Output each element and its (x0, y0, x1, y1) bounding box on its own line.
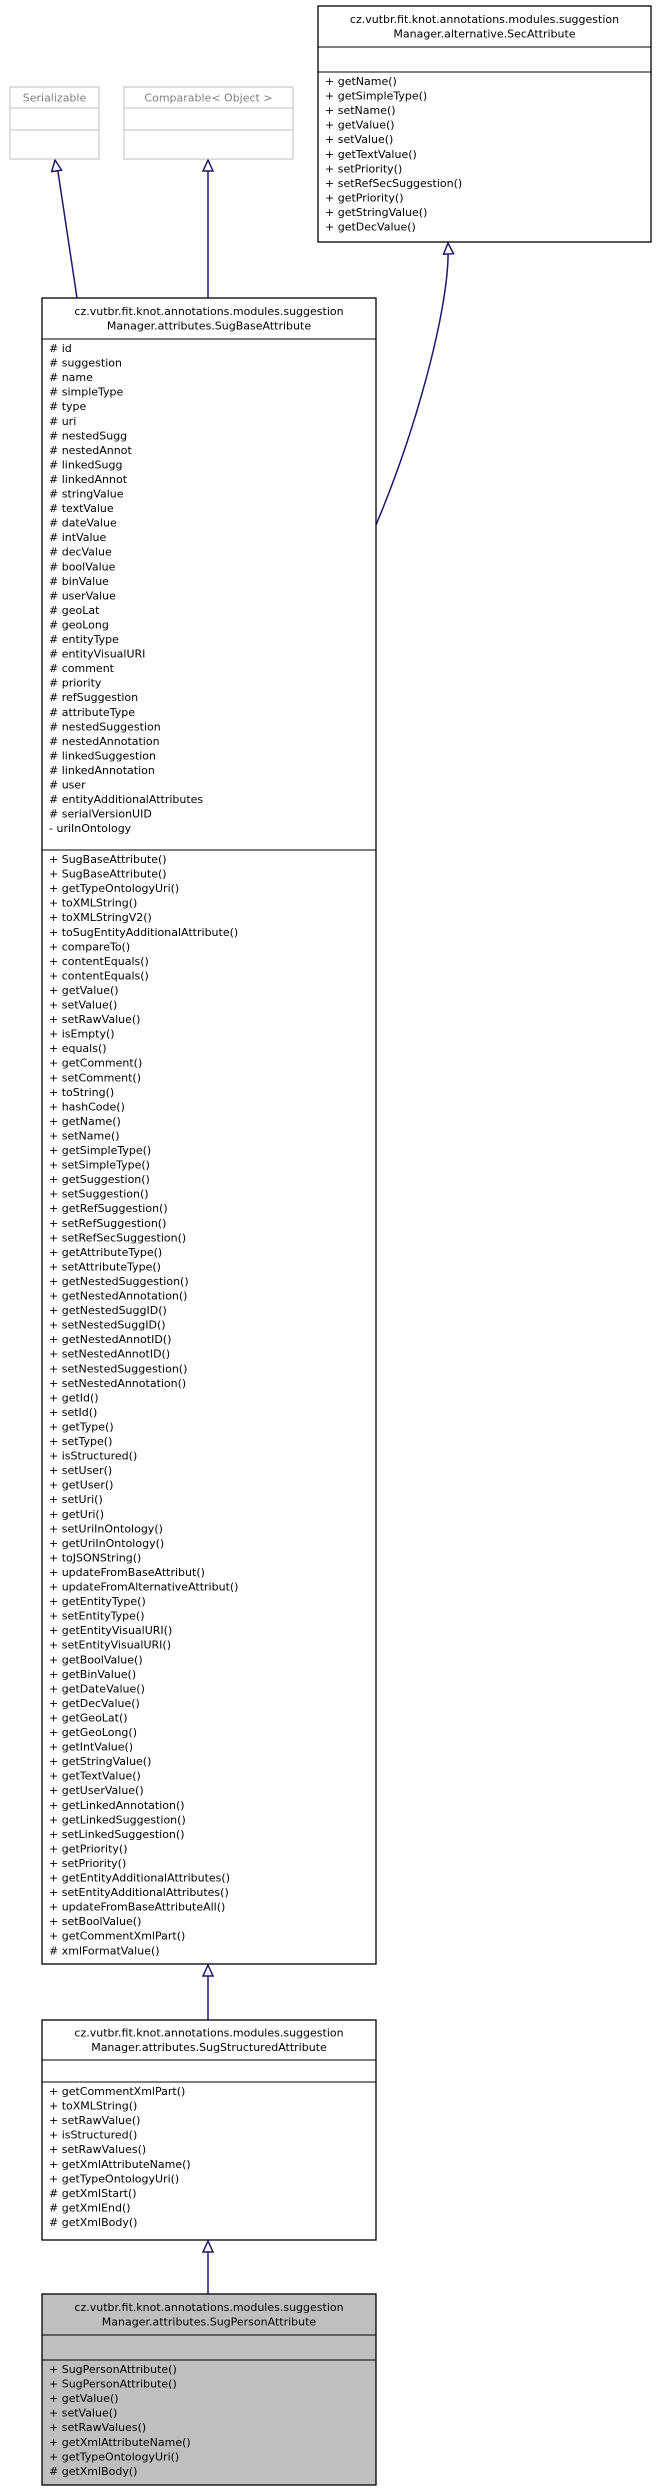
method-item: + toXMLString() (49, 2099, 138, 2113)
method-item: + getTextValue() (325, 147, 417, 161)
method-item: + setBoolValue() (49, 1915, 142, 1929)
class-title-line: cz.vutbr.fit.knot.annotations.modules.suggestion (74, 2301, 344, 2314)
method-item: + getUri() (49, 1507, 104, 1521)
class-sug-person-attribute[interactable] (42, 2294, 376, 2485)
method-item: + getSimpleType() (49, 1144, 152, 1157)
method-item: + getEntityType() (49, 1595, 146, 1609)
method-item: + setRefSecSuggestion() (49, 1231, 187, 1245)
method-item: + setRefSuggestion() (49, 1216, 167, 1230)
method-item: + getStringValue() (49, 1755, 152, 1769)
attribute-item: # entityVisualURI (49, 647, 146, 661)
method-item: + setSuggestion() (49, 1187, 149, 1201)
attribute-item: # user (49, 778, 86, 792)
method-item: + setType() (49, 1435, 113, 1448)
method-item: + getEntityAdditionalAttributes() (49, 1871, 230, 1885)
method-item: + getXmlAttributeName() (49, 2157, 191, 2171)
method-item: + hashCode() (49, 1100, 125, 1114)
method-item: + toSugEntityAdditionalAttribute() (49, 925, 239, 939)
method-item: + setRawValues() (49, 2421, 147, 2435)
method-item: + getPriority() (325, 191, 404, 205)
attribute-item: # nestedSuggestion (49, 720, 161, 734)
class-title-line: Manager.attributes.SugStructuredAttribute (91, 2041, 327, 2054)
attribute-item: # entityAdditionalAttributes (49, 793, 204, 807)
method-item: + setUriInOntology() (49, 1522, 163, 1536)
method-item: + getUriInOntology() (49, 1536, 165, 1550)
method-item: + getType() (49, 1420, 114, 1434)
attribute-item: # suggestion (49, 356, 122, 370)
method-item: + setNestedSuggestion() (49, 1362, 188, 1376)
method-item: + getId() (49, 1391, 99, 1405)
method-item: + setEntityAdditionalAttributes() (49, 1886, 229, 1900)
method-item: # xmlFormatValue() (49, 1944, 160, 1958)
class-title-line: Manager.attributes.SugBaseAttribute (106, 319, 312, 333)
attribute-item: # linkedAnnotation (49, 763, 155, 777)
method-item: + toJSONString() (49, 1551, 142, 1565)
method-item: + setEntityVisualURI() (49, 1638, 171, 1652)
method-item: + getValue() (325, 118, 395, 132)
method-item: + setUri() (49, 1493, 103, 1507)
method-item: + getGeoLat() (49, 1711, 128, 1725)
method-item: + getBoolValue() (49, 1653, 143, 1667)
attribute-item: # serialVersionUID (49, 807, 152, 821)
attribute-item: # intValue (49, 531, 107, 545)
method-item: + setAttributeType() (49, 1260, 161, 1274)
method-item: + getNestedSuggestion() (49, 1274, 189, 1288)
method-item: + getRefSuggestion() (49, 1202, 168, 1216)
method-item: # getXmlStart() (49, 2186, 137, 2200)
method-item: + SugPersonAttribute() (49, 2363, 177, 2376)
class-comparable[interactable] (124, 87, 293, 159)
class-sec-attribute[interactable] (318, 6, 651, 242)
method-item: + getLinkedSuggestion() (49, 1813, 186, 1827)
attribute-item: # priority (49, 676, 102, 690)
method-item: + setRawValues() (49, 2143, 147, 2157)
attribute-item: # attributeType (49, 705, 135, 719)
method-item: # getXmlBody() (49, 2215, 138, 2229)
method-item: + getTypeOntologyUri() (49, 2450, 180, 2464)
method-item: + getPriority() (49, 1842, 128, 1856)
method-item: + getName() (325, 75, 397, 88)
method-item: + setLinkedSuggestion() (49, 1827, 185, 1841)
attribute-item: # decValue (49, 545, 112, 559)
method-item: + SugBaseAttribute() (49, 853, 167, 866)
method-item: + getTypeOntologyUri() (49, 2172, 180, 2186)
method-item: + getEntityVisualURI() (49, 1624, 173, 1638)
method-item: + setNestedSuggID() (49, 1318, 166, 1332)
method-item: + getDecValue() (325, 220, 416, 234)
attribute-item: # binValue (49, 574, 109, 588)
attribute-item: # refSuggestion (49, 691, 139, 705)
method-item: + setComment() (49, 1071, 142, 1085)
method-item: + setName() (325, 104, 396, 118)
method-item: + setRawValue() (49, 2114, 141, 2128)
attribute-item: # textValue (49, 502, 114, 516)
method-item: + getNestedAnnotID() (49, 1333, 172, 1347)
class-title-line: Serializable (22, 91, 87, 105)
method-item: + contentEquals() (49, 954, 149, 968)
method-item: + setRefSecSuggestion() (325, 176, 463, 190)
class-sug-base-attribute[interactable] (42, 298, 376, 1964)
attribute-item: # simpleType (49, 385, 124, 399)
attribute-item: # nestedAnnotation (49, 734, 160, 748)
method-item: + setNestedAnnotation() (49, 1376, 187, 1390)
method-item: + getBinValue() (49, 1667, 137, 1681)
method-item: + SugPersonAttribute() (49, 2377, 177, 2391)
class-title-line: Comparable< Object > (144, 91, 273, 105)
method-item: + getComment() (49, 1056, 143, 1070)
attribute-item: # userValue (49, 589, 116, 603)
method-item: + getSimpleType() (325, 89, 428, 103)
class-sug-structured-attribute[interactable] (42, 2020, 376, 2240)
method-item: + toXMLString() (49, 896, 138, 910)
method-item: + getLinkedAnnotation() (49, 1798, 185, 1812)
class-title-line: cz.vutbr.fit.knot.annotations.modules.suggestion (349, 13, 620, 26)
attribute-item: # uri (49, 414, 77, 428)
attribute-item: # name (49, 371, 93, 385)
method-item: + setNestedAnnotID() (49, 1347, 171, 1361)
method-item: + toXMLStringV2() (49, 911, 152, 925)
attribute-item: # nestedSugg (49, 429, 128, 443)
method-item: + setPriority() (49, 1856, 127, 1870)
method-item: + SugBaseAttribute() (49, 867, 167, 881)
attribute-item: # stringValue (49, 487, 124, 501)
method-item: + setPriority() (325, 162, 403, 176)
method-item: + getNestedSuggID() (49, 1304, 167, 1318)
method-item: + getName() (49, 1114, 121, 1128)
attribute-item: # entityType (49, 633, 119, 646)
method-item: + updateFromAlternativeAttribut() (49, 1580, 239, 1594)
class-title-line: Manager.attributes.SugPersonAttribute (101, 2315, 317, 2329)
attribute-item: # geoLong (49, 618, 109, 632)
method-item: + getValue() (49, 2392, 119, 2406)
method-item: + getGeoLong() (49, 1726, 137, 1739)
method-item: + getDecValue() (49, 1696, 140, 1710)
attribute-item: # boolValue (49, 560, 116, 574)
inheritance-edge-comparable (203, 160, 213, 298)
method-item: + getSuggestion() (49, 1173, 150, 1187)
attribute-item: # nestedAnnot (49, 443, 132, 457)
method-item: + setRawValue() (49, 1013, 141, 1027)
attribute-item: # linkedSuggestion (49, 749, 157, 763)
method-item: + getCommentXmlPart() (49, 2085, 186, 2098)
method-item: + getTextValue() (49, 1769, 141, 1783)
method-item: + isStructured() (49, 2128, 138, 2142)
method-item: + setName() (49, 1129, 120, 1143)
inheritance-edge-sugstructuredattribute (203, 2241, 213, 2294)
class-title-line: cz.vutbr.fit.knot.annotations.modules.suggestion (74, 2026, 344, 2040)
method-item: + getValue() (49, 983, 119, 997)
inheritance-edge-sugbaseattribute (203, 1965, 213, 2020)
method-item: + setEntityType() (49, 1609, 145, 1623)
method-item: + isStructured() (49, 1449, 138, 1463)
method-item: + equals() (49, 1042, 107, 1056)
method-item: + setValue() (49, 998, 118, 1012)
method-item: + getXmlAttributeName() (49, 2435, 191, 2449)
method-item: + getIntValue() (49, 1740, 134, 1754)
attribute-item: # linkedAnnot (49, 472, 128, 486)
method-item: + setId() (49, 1405, 98, 1419)
method-item: + contentEquals() (49, 969, 149, 983)
method-item: + updateFromBaseAttribut() (49, 1565, 205, 1579)
attribute-item: # id (49, 342, 72, 355)
attribute-item: # type (49, 400, 87, 414)
method-item: + setValue() (49, 2406, 118, 2420)
method-item: + getStringValue() (325, 205, 428, 219)
class-title-line: Manager.alternative.SecAttribute (393, 27, 576, 41)
attribute-item: # dateValue (49, 516, 117, 530)
method-item: + isEmpty() (49, 1027, 115, 1041)
attribute-item: # comment (49, 662, 114, 676)
attribute-item: # geoLat (49, 603, 100, 617)
method-item: # getXmlEnd() (49, 2201, 131, 2215)
method-item: + getDateValue() (49, 1682, 145, 1696)
method-item: + getUserValue() (49, 1784, 144, 1798)
method-item: + getTypeOntologyUri() (49, 882, 180, 896)
method-item: + setValue() (325, 133, 394, 147)
method-item: + setUser() (49, 1464, 113, 1478)
class-title-line: cz.vutbr.fit.knot.annotations.modules.suggestion (74, 305, 344, 318)
method-item: + toString() (49, 1085, 115, 1099)
inheritance-edge-secattribute (376, 243, 454, 525)
method-item: + getNestedAnnotation() (49, 1289, 188, 1303)
class-serializable[interactable] (10, 87, 99, 159)
method-item: + getCommentXmlPart() (49, 1929, 186, 1943)
method-item: + getUser() (49, 1478, 114, 1492)
attribute-item: # linkedSugg (49, 458, 123, 472)
method-item: + setSimpleType() (49, 1158, 150, 1172)
method-item: # getXmlBody() (49, 2464, 138, 2478)
attribute-item: - uriInOntology (49, 822, 132, 836)
method-item: + updateFromBaseAttributeAll() (49, 1900, 226, 1914)
inheritance-edge-serializable (52, 160, 77, 298)
method-item: + getAttributeType() (49, 1245, 163, 1259)
method-item: + compareTo() (49, 940, 131, 954)
